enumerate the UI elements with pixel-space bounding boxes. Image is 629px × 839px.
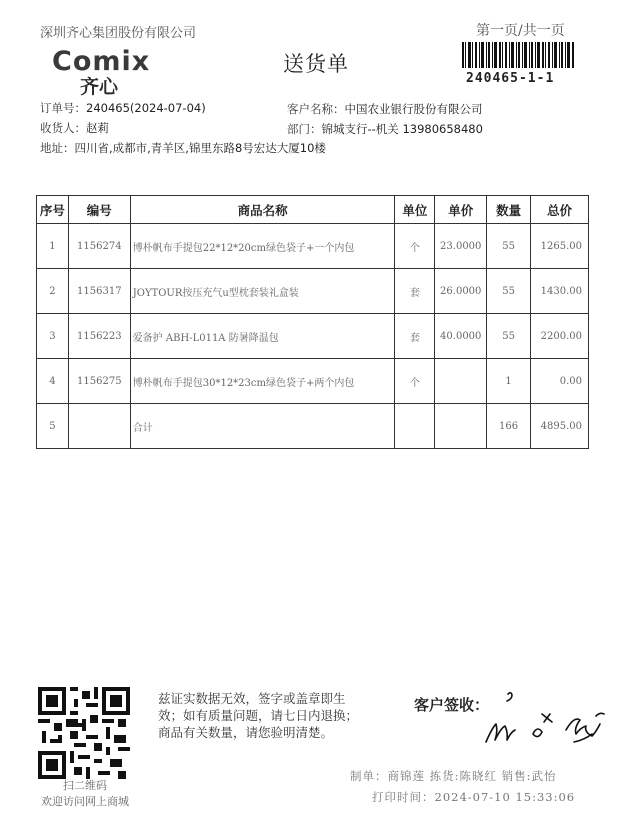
department-value: 锦城支行--机关 13980658480 — [321, 122, 483, 136]
row-seq: 3 — [37, 314, 69, 359]
column-header: 总价 — [531, 196, 589, 224]
row-code: 1156317 — [68, 269, 130, 314]
row-seq: 1 — [37, 224, 69, 269]
row-total: 0.00 — [531, 359, 589, 404]
qr-caption — [30, 778, 140, 810]
department-label: 部门： — [287, 122, 322, 136]
row-unit: 套 — [395, 314, 435, 359]
row-price — [435, 359, 487, 404]
summary-price — [435, 404, 487, 449]
customer-label: 客户名称： — [287, 102, 345, 116]
notice-line1: 兹证实数据无效，签字或盖章即生 — [158, 691, 346, 706]
column-header: 单价 — [435, 196, 487, 224]
print-time: 打印时间：2024-07-10 15:33:06 — [372, 790, 576, 804]
column-header: 编号 — [68, 196, 130, 224]
customer-name — [287, 101, 483, 117]
row-code: 1156275 — [68, 359, 130, 404]
receiver — [40, 120, 109, 136]
row-qty: 55 — [487, 269, 531, 314]
row-name: 博朴帆布手提包22*12*20cm绿色袋子+一个内包 — [130, 224, 395, 269]
row-qty: 55 — [487, 314, 531, 359]
row-price: 23.0000 — [435, 224, 487, 269]
column-header: 数量 — [487, 196, 531, 224]
company-logo — [52, 46, 150, 99]
row-seq: 2 — [37, 269, 69, 314]
row-unit: 个 — [395, 224, 435, 269]
receiver-label: 收货人： — [40, 121, 86, 135]
table-row — [37, 359, 589, 404]
row-unit: 套 — [395, 269, 435, 314]
summary-row — [37, 404, 589, 449]
document-title: 送货单 — [283, 52, 349, 76]
qr-caption-line1: 扫二维码 — [63, 779, 107, 792]
barcode-icon — [462, 42, 574, 68]
row-seq: 4 — [37, 359, 69, 404]
row-total: 1430.00 — [531, 269, 589, 314]
logo-cn: 齐心 — [80, 76, 119, 98]
table-row — [37, 269, 589, 314]
summary-total: 4895.00 — [531, 404, 589, 449]
qr-caption-line2: 欢迎访问网上商城 — [41, 795, 129, 808]
handwritten-signature — [478, 686, 618, 756]
summary-unit — [395, 404, 435, 449]
order-number — [40, 100, 206, 116]
address-label: 地址： — [40, 141, 75, 155]
row-price: 40.0000 — [435, 314, 487, 359]
row-code: 1156223 — [68, 314, 130, 359]
customer-sign-label: 客户签收： — [414, 696, 490, 714]
row-total: 2200.00 — [531, 314, 589, 359]
row-unit: 个 — [395, 359, 435, 404]
company-name: 深圳齐心集团股份有限公司 — [40, 26, 197, 41]
summary-label: 合计 — [130, 404, 395, 449]
column-header: 单位 — [395, 196, 435, 224]
table-row — [37, 224, 589, 269]
receiver-value: 赵莉 — [86, 121, 109, 135]
qr-code-icon — [38, 687, 130, 779]
row-name: JOYTOUR按压充气u型枕套装礼盒装 — [130, 269, 395, 314]
notice-text — [158, 690, 388, 741]
summary-code — [68, 404, 130, 449]
row-name: 爱备护 ABH-L011A 防暑降温包 — [130, 314, 395, 359]
table-header-row — [37, 196, 589, 224]
page-info: 第一页/共一页 — [476, 23, 565, 39]
summary-seq: 5 — [37, 404, 69, 449]
row-name: 博朴帆布手提包30*12*23cm绿色袋子+两个内包 — [130, 359, 395, 404]
goods-table — [36, 195, 589, 449]
address — [40, 140, 326, 156]
table-row — [37, 314, 589, 359]
staff-info: 制单：商锦莲 拣货:陈晓红 销售:武怡 — [350, 769, 557, 783]
order-label: 订单号： — [40, 101, 86, 115]
row-total: 1265.00 — [531, 224, 589, 269]
barcode-number: 240465-1-1 — [466, 71, 555, 86]
row-qty: 55 — [487, 224, 531, 269]
customer-value: 中国农业银行股份有限公司 — [344, 102, 483, 116]
order-value: 240465(2024-07-04) — [86, 101, 206, 115]
address-value: 四川省,成都市,青羊区,锦里东路8号宏达大厦10楼 — [74, 141, 326, 155]
notice-line3: 商品有关数量，请您验明清楚。 — [158, 725, 334, 740]
department — [287, 121, 483, 137]
notice-line2: 效；如有质量问题，请七日内退换； — [158, 708, 359, 723]
column-header: 商品名称 — [130, 196, 395, 224]
row-qty: 1 — [487, 359, 531, 404]
row-price: 26.0000 — [435, 269, 487, 314]
summary-qty: 166 — [487, 404, 531, 449]
row-code: 1156274 — [68, 224, 130, 269]
column-header: 序号 — [37, 196, 69, 224]
logo-en: Comix — [52, 46, 151, 77]
